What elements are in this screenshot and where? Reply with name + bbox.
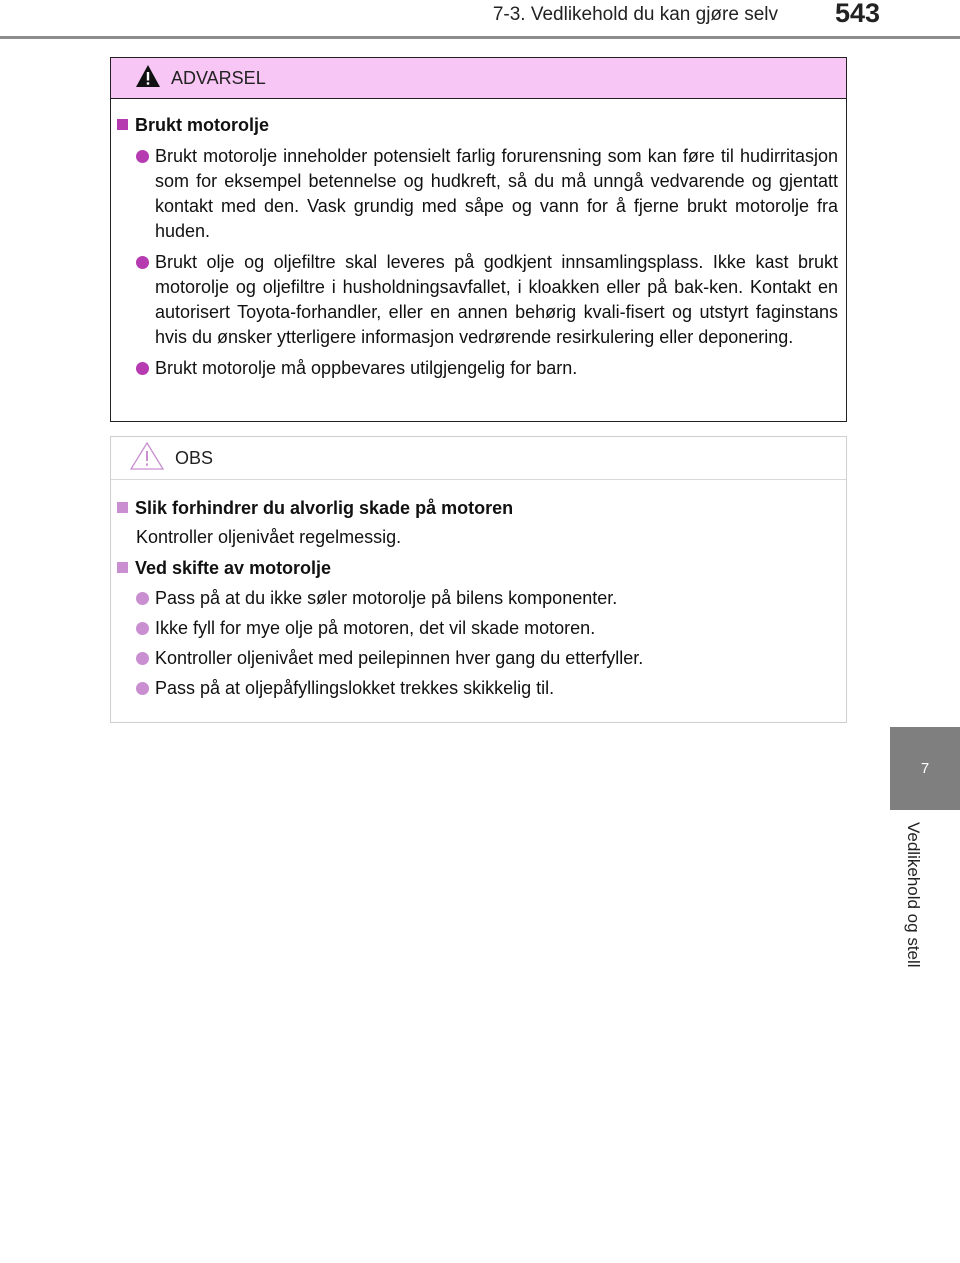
square-bullet-icon bbox=[117, 119, 128, 130]
warning-box bbox=[110, 57, 847, 422]
warning-bullet bbox=[117, 144, 838, 244]
warning-header bbox=[111, 58, 846, 99]
round-bullet-icon bbox=[136, 150, 149, 163]
notice-heading bbox=[117, 496, 838, 521]
warning-triangle-icon bbox=[135, 64, 161, 93]
warning-heading bbox=[117, 113, 838, 138]
notice-label: OBS bbox=[175, 447, 214, 468]
notice-heading bbox=[117, 556, 838, 581]
warning-bullet-text: Brukt motorolje må oppbevares utilgjengelig for barn. bbox=[155, 358, 578, 378]
round-bullet-icon bbox=[136, 256, 149, 269]
square-bullet-icon bbox=[117, 502, 128, 513]
warning-bullet-text: Brukt olje og oljefiltre skal leveres på godkjent innsamlingsplass. Ikke kast brukt motorolje og oljefiltre i husholdningsavfallet, i kloakken eller på bak-ken. Kontakt en autorisert Toyota-forhandler, eller en annen behørig kvali-fisert og utstyrt faginstans hvis du ønsker ytterligere informasjon vedrørende resirkulering eller deponering. bbox=[155, 252, 838, 347]
page-number: 543 bbox=[834, 0, 880, 28]
round-bullet-icon bbox=[136, 682, 149, 695]
warning-bullet-text: Brukt motorolje inneholder potensielt farlig forurensning som kan føre til hudirritasjon som for eksempel betennelse og hudkreft, så du må unngå vedvarende og gjentatt kontakt med den. Vask grundig med såpe og vann for å fjerne brukt motorolje fra huden. bbox=[155, 146, 838, 241]
notice-body bbox=[111, 480, 846, 701]
notice-heading-text: Slik forhindrer du alvorlig skade på motoren bbox=[135, 498, 514, 518]
square-bullet-icon bbox=[117, 562, 128, 573]
notice-header bbox=[111, 437, 846, 480]
chapter-number: 7 bbox=[920, 760, 930, 777]
caution-triangle-icon bbox=[129, 441, 165, 476]
notice-heading-text: Ved skifte av motorolje bbox=[135, 558, 332, 578]
notice-bullet-text: Pass på at oljepåfyllingslokket trekkes skikkelig til. bbox=[155, 678, 555, 698]
warning-label: ADVARSEL bbox=[171, 67, 266, 88]
notice-bullet-text: Ikke fyll for mye olje på motoren, det vil skade motoren. bbox=[155, 618, 596, 638]
notice-bullet bbox=[117, 646, 838, 671]
round-bullet-icon bbox=[136, 362, 149, 375]
notice-text: Kontroller oljenivået regelmessig. bbox=[136, 527, 402, 547]
notice-bullet-text: Kontroller oljenivået med peilepinnen hver gang du etterfyller. bbox=[155, 648, 644, 668]
header-divider bbox=[0, 36, 960, 39]
round-bullet-icon bbox=[136, 592, 149, 605]
notice-bullet bbox=[117, 586, 838, 611]
notice-bullet bbox=[117, 616, 838, 641]
round-bullet-icon bbox=[136, 622, 149, 635]
notice-bullet bbox=[117, 676, 838, 701]
chapter-tab bbox=[890, 727, 960, 810]
chapter-title: Vedlikehold og stell bbox=[904, 822, 923, 968]
warning-body bbox=[111, 99, 846, 381]
warning-bullet bbox=[117, 356, 838, 381]
warning-heading-text: Brukt motorolje bbox=[135, 115, 270, 135]
notice-bullet-text: Pass på at du ikke søler motorolje på bilens komponenter. bbox=[155, 588, 618, 608]
warning-bullet bbox=[117, 250, 838, 350]
notice-box bbox=[110, 436, 847, 723]
section-title: 7-3. Vedlikehold du kan gjøre selv bbox=[492, 4, 778, 25]
round-bullet-icon bbox=[136, 652, 149, 665]
